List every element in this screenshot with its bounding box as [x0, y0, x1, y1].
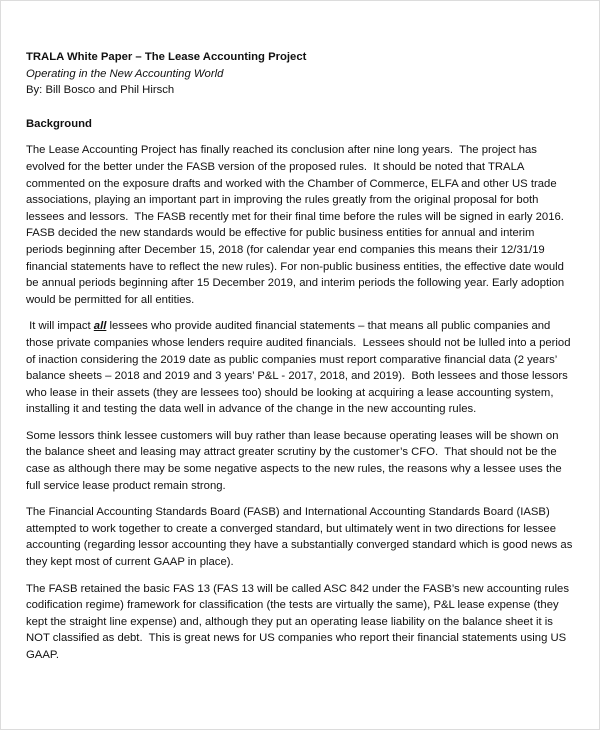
page-subtitle: Operating in the New Accounting World: [26, 67, 224, 80]
paragraph-5: The FASB retained the basic FAS 13 (FAS 13 will be called ASC 842 under the FASB’s new accounting rules codification regime) framework for classification (the tests are virtually the same), P&L lease expense (they kept the straight line expense) and, although they put an operating lease liability on the balance sheet it is NOT classified as debt. This is great news for US companies who report their financial statements using US GAAP.: [26, 582, 573, 661]
paragraph-1: The Lease Accounting Project has finally reached its conclusion after nine long years. The project has evolved for the better under the FASB version of the proposed rules. It should be noted that TRALA commented on the exposure drafts and worked with the Chamber of Commerce, ELFA and other US trade associations, playing an important part in improving the rules greatly from the original proposal for both lessees and lessors. The FASB recently met for their final time before the rules will be signed in early 2016. FASB decided the new standards would be effective for public business entities for annual and interim periods beginning after December 15, 2018 (for calendar year end companies this means their 12/31/19 financial statements have to reflect the new rules). For non-public business entities, the effective date would be annual periods beginning after 15 December 2019, and interim periods the following year. Early adoption would be permitted for all entities.: [26, 144, 571, 306]
paragraph-2: [26, 318, 574, 418]
page-title: TRALA White Paper – The Lease Accounting Project: [26, 51, 307, 63]
paragraph-3: Some lessors think lessee customers will buy rather than lease because operating leases will be shown on the balance sheet and leasing may attract greater scrutiny by the customer’s CFO. That should not be the case as although there may be some negative aspects to the new rules, the reasons why a lessee uses the full service lease product remain strong.: [26, 429, 565, 492]
paragraph-4: The Financial Accounting Standards Board (FASB) and International Accounting Standards Board (IASB) attempted to work together to create a converged standard, but ultimately went in two directions for lessee accounting (regarding lessor accounting they have a substantially converged standard which is good news as they kept most of current GAAP in place).: [26, 506, 576, 569]
paragraph-2-emphasis: all: [93, 320, 107, 333]
section-heading-background: Background: [26, 117, 92, 130]
paragraph-2-text-post: lessees who provide audited financial statements – that means all public companies and those private companies whose lenders require audited financials. Lessees should not be lulled into a period of inaction considering the 2019 date as public companies must report comparative financial data (2 years’ balance sheets – 2018 and 2019 and 3 years’ P&L - 2017, 2018, and 2019). Both lessees and those lessors who lease in their assets (they are lessees too) should be looking at acquiring a lease accounting system, installing it and testing the data well in advance of the change in the new accounting rules.: [26, 320, 574, 416]
byline: By: Bill Bosco and Phil Hirsch: [26, 84, 175, 97]
document-content: [1, 1, 599, 664]
paragraph-2-text-pre: It will impact: [26, 320, 94, 333]
